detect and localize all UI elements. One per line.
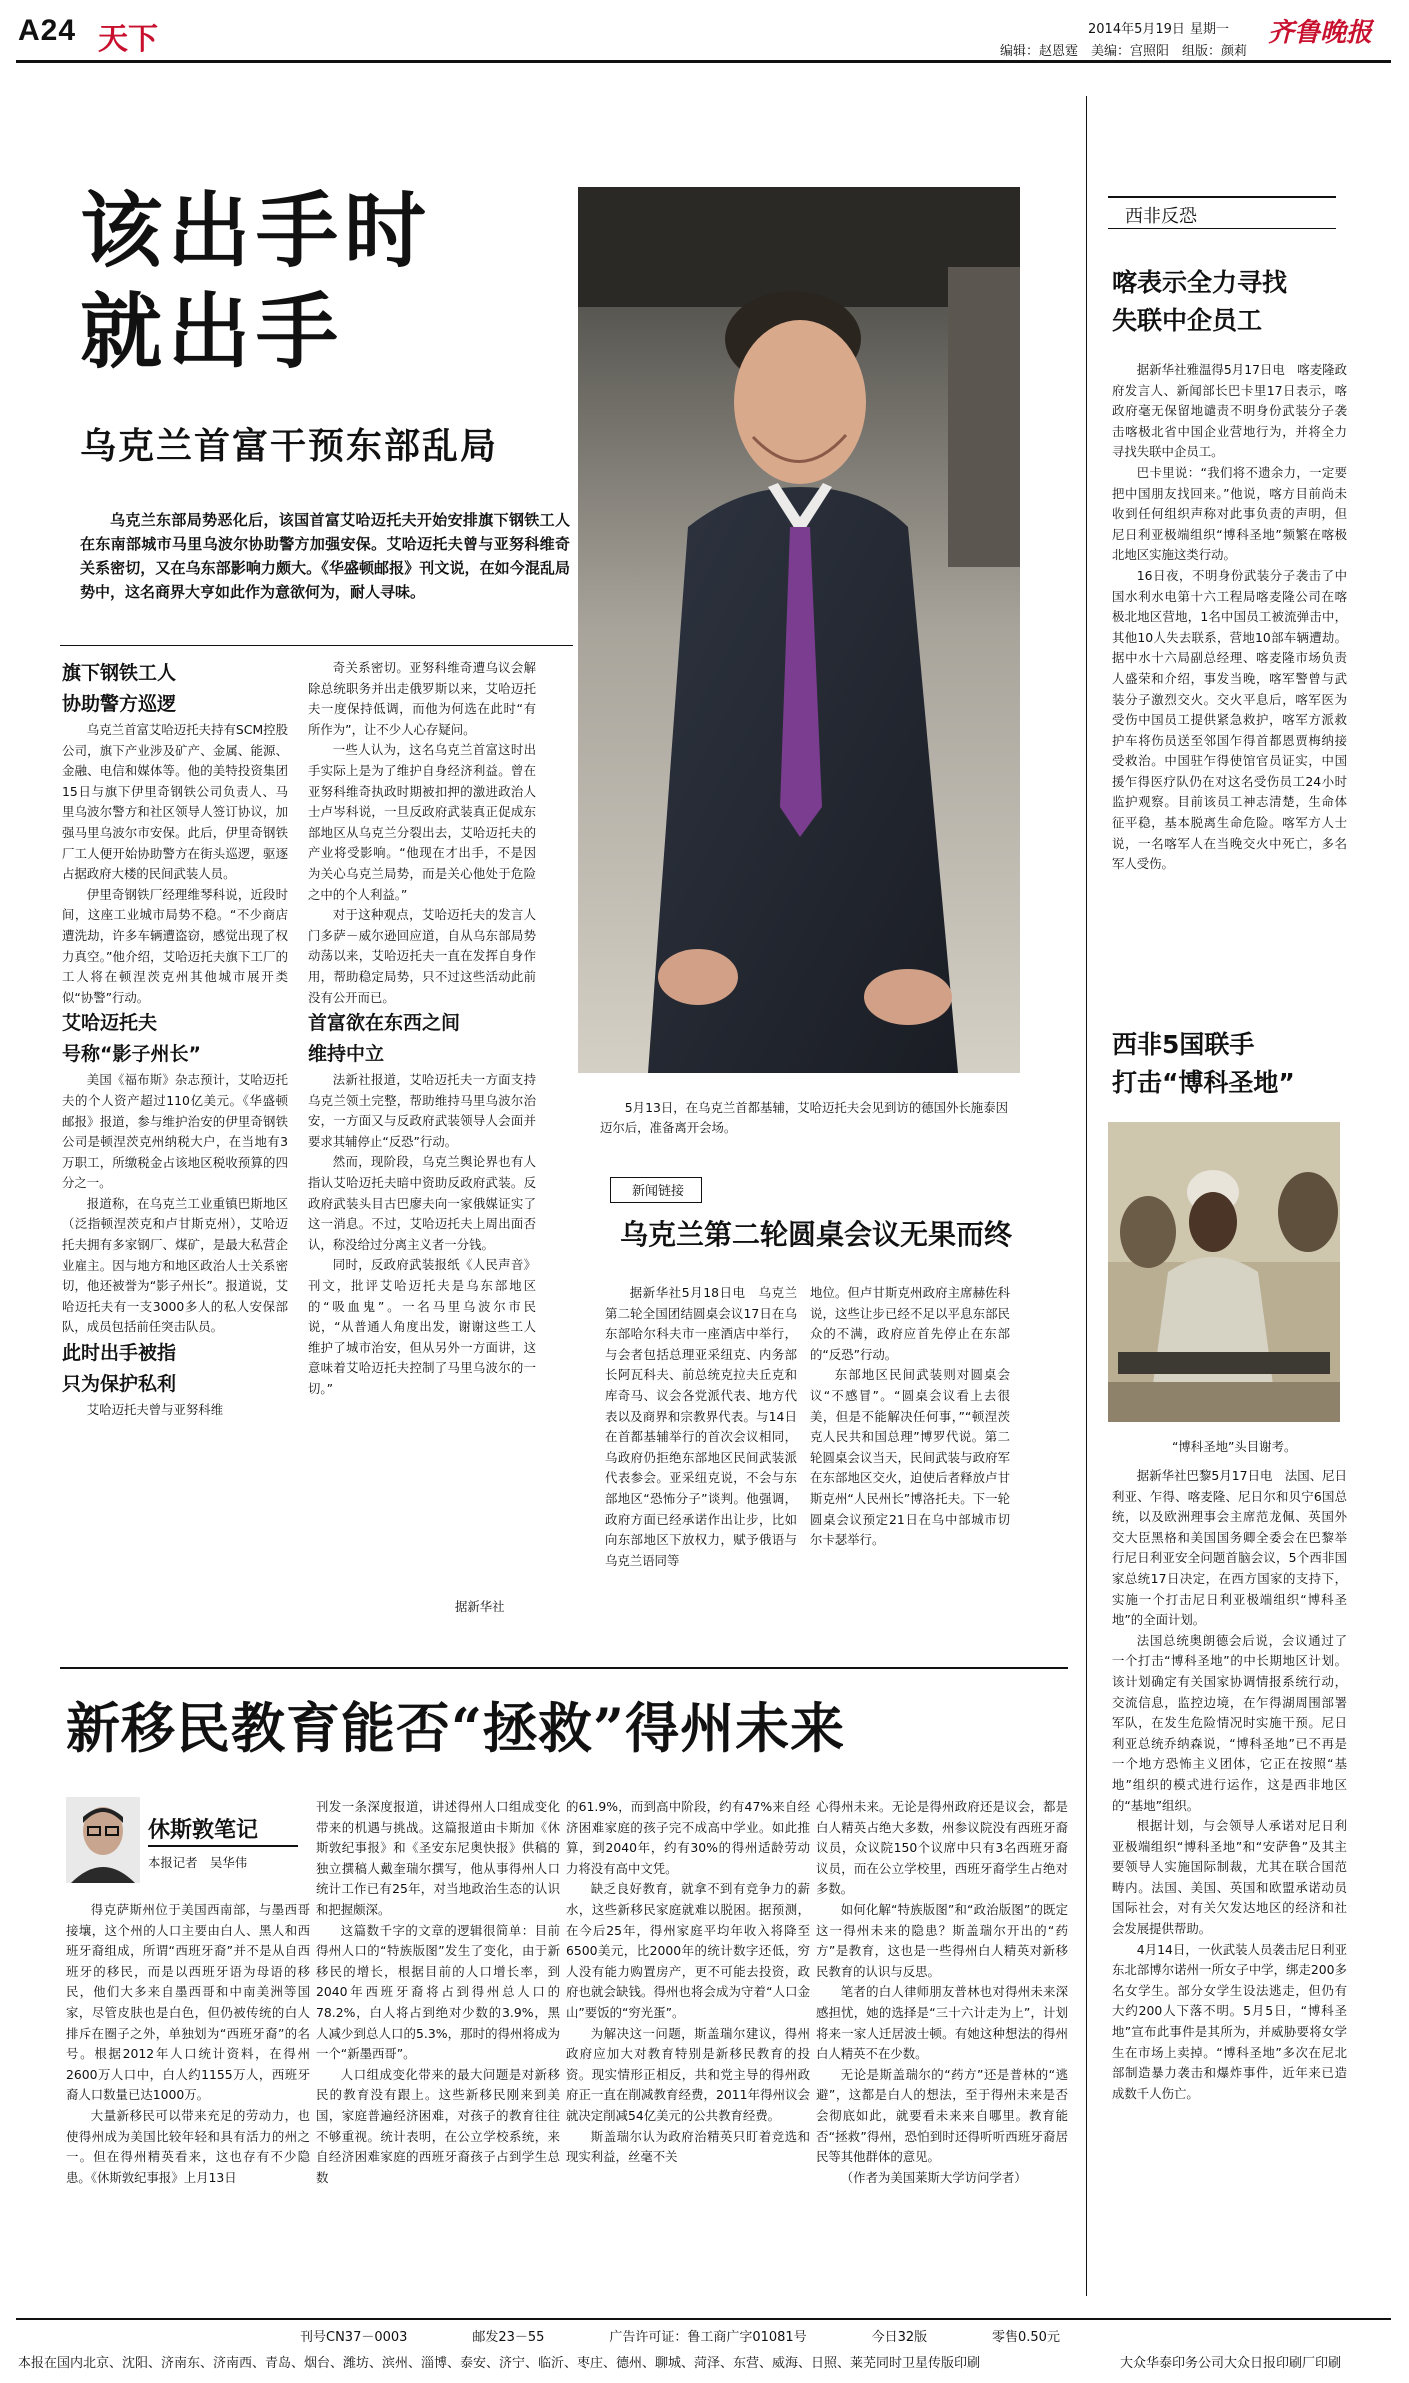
subhead-3: 此时出手被指 只为保护私利 <box>62 1342 177 1396</box>
subhead-4: 首富欲在东西之间 维持中立 <box>308 1012 461 1066</box>
sidebar-headline-1: 喀表示全力寻找 失联中企员工 <box>1112 268 1288 335</box>
story-headline-line2: 就出手 <box>80 284 345 380</box>
subhead-2: 艾哈迈托夫 号称“影子州长” <box>62 1012 201 1066</box>
news-link-column-2: 地位。但卢甘斯克州政府主席赫佐科说，这些让步已经不足以平息东部民众的不满，政府应首先停止在东部的“反恐”行动。 东部地区民间武装则对圆桌会议“不感冒”。“圆桌会议看上去很美，但是不能解决任何事，”“顿涅茨克人民共和国总理”博罗代说。第二轮圆桌会议当天，民间武装与政府军在东部地区交火，迫使后者释放卢甘斯克州“人民州长”博洛托夫。下一轮圆桌会议预定21日在乌中部城市切尔卡瑟举行。 <box>810 1285 1010 1548</box>
footer-pages: 今日32版 <box>871 2330 928 2345</box>
newspaper-logo: 齐鲁晚报 <box>1268 18 1373 48</box>
main-photo-caption: 5月13日，在乌克兰首都基辅，艾哈迈托夫会见到访的德国外长施泰因迈尔后，准备离开会场。 <box>600 1100 1008 1135</box>
story2-column-3: 的61.9%，而到高中阶段，约有47%来自经济困难家庭的孩子完不成高中学业。如此推算，到2040年，约有30%的得州适龄劳动力将没有高中文凭。 缺乏良好教育，就拿不到有竞争力的薪水，这些新移民家庭就难以脱困。据预测，在今后25年，得州家庭平均年收入将降至6500美元，比2000年的统计数字还低，穷人没有能力购置房产，更不可能去投资，政府也就会缺钱。得州也将会成为守着“人口金山”要饭的“穷光蛋”。 为解决这一问题，斯盖瑞尔建议，得州政府应加大对教育特别是新移民教育的投资。现实情形正相反，共和党主导的得州政府正一直在削减教育经费，2011年得州议会就决定削减54亿美元的公共教育经费。 斯盖瑞尔认为政府治精英只盯着竞选和现实利益，丝毫不关 <box>566 1799 810 2165</box>
subhead-1: 旗下钢铁工人 协助警方巡逻 <box>62 662 177 715</box>
story-column-2: 奇关系密切。亚努科维奇遭乌议会解除总统职务并出走俄罗斯以来，艾哈迈托夫一度保持低调，而他为何选在此时“有所作为”，让不少人心存疑问。 一些人认为，这名乌克兰首富这时出手实际上是为了维护自身经济利益。曾在亚努科维奇执政时期被扣押的激进政治人士卢岑科说，一旦反政府武装真正促成东部地区从乌克兰分裂出去，艾哈迈托夫的产业将受影响。“他现在才出手，不是因为关心乌克兰局势，而是关心他处于危险之中的个人利益。” 对于这种观点，艾哈迈托夫的发言人门多萨－威尔逊回应道，自从乌东部局势动荡以来，艾哈迈托夫一直在发挥自身作用，帮助稳定局势，只不过这些活动此前没有公开而已。 首富欲在东西之间 维持中立 法新社报道，艾哈迈托夫一方面支持乌克兰领土完整，帮助维持马里乌波尔治安，一方面又与反政府武装领导人会面并要求其辅停止“反恐”行动。 然而，现阶段，乌克兰舆论界也有人指认艾哈迈托夫暗中资助反政府武装。反政府武装头目古巴廖夫向一家俄媒证实了这一消息。不过，艾哈迈托夫上周出面否认，称没给过分离主义者一分钱。 同时，反政府武装报纸《人民声音》刊文，批评艾哈迈托夫是乌东部地区的“吸血鬼”。一名马里乌波尔市民说，“从普通人角度出发，谢谢这些工人维护了城市治安，但从另外一方面讲，这意味着艾哈迈托夫控制了马里乌波尔的一切。” <box>308 660 536 1396</box>
sidebar-tag-label: 西非反恐 <box>1125 206 1197 227</box>
section-name: 天下 <box>98 22 158 57</box>
story-column-1: 旗下钢铁工人 协助警方巡逻 乌克兰首富艾哈迈托夫持有SCM控股公司，旗下产业涉及矿产、金属、能源、金融、电信和媒体等。他的美特投资集团15日与旗下伊里奇钢铁公司负责人、马里乌波尔警方和社区领导人签订协议，加强马里乌波尔市安保。此后，伊里奇钢铁厂工人便开始协助警方在街头巡逻，驱逐占据政府大楼的民间武装人员。 伊里奇钢铁厂经理维琴科说，近段时间，这座工业城市局势不稳。“不少商店遭洗劫，许多车辆遭盗窃，感觉出现了权力真空。”他介绍，艾哈迈托夫旗下工厂的工人将在顿涅茨克州其他城市展开类似“协警”行动。 艾哈迈托夫 号称“影子州长” 美国《福布斯》杂志预计，艾哈迈托夫的个人资产超过110亿美元。《华盛顿邮报》报道，参与维护治安的伊里奇钢铁公司是顿涅茨克州纳税大户，在当地有3万职工，所缴税金占该地区税收预算的四分之一。 报道称，在乌克兰工业重镇巴斯地区（泛指顿涅茨克和卢甘斯克州），艾哈迈托夫拥有多家钢厂、煤矿，是最大私营企业雇主。因与地方和地区政治人士关系密切，他还被誉为“影子州长”。报道说，艾哈迈托夫有一支3000多人的私人安保部队，成员包括前任突击队员。 此时出手被指 只为保护私利 艾哈迈托夫曾与亚努科维 <box>62 658 288 1618</box>
story2-column-4: 心得州未来。无论是得州政府还是议会，都是白人精英占绝大多数，州参议院没有西班牙裔议员，众议院150个议席中只有3名西班牙裔议员，而在公立学校里，西班牙裔学生占绝对多数。 如何化解“特族版图”和“政治版图”的既定这一得州未来的隐患？斯盖瑞尔开出的“药方”是教育，这也是一些得州白人精英对新移民教育的认识与反思。 笔者的白人律师朋友普林也对得州未来深感担忧，她的选择是“三十六计走为上”，计划将来一家人迁居波士顿。有她这种想法的得州白人精英不在少数。 无论是斯盖瑞尔的“药方”还是普林的“逃避”，这都是白人的想法，至于得州未来是否会彻底如此，就要看未来来自哪里。教育能否“拯救”得州，恐怕到时还得听听西班牙裔居民等其他群体的意见。 （作者为美国莱斯大学访问学者） <box>816 1799 1068 2185</box>
news-link-tag-label: 新闻链接 <box>632 1184 685 1199</box>
sidebar-photo-caption: “博科圣地”头目谢考。 <box>1172 1439 1297 1454</box>
sidebar-headline-2: 西非5国联手 打击“博科圣地” <box>1112 1030 1295 1097</box>
sidebar-divider <box>1086 96 1087 2296</box>
businessman-photo <box>578 187 1020 1073</box>
news-link-column-1: 据新华社5月18日电 乌克兰第二轮全国团结圆桌会议17日在乌东部哈尔科夫市一座酒店中举行，与会者包括总理亚采纽克、内务部长阿瓦科夫、前总统克拉夫丘克和库奇马、议会各党派代表、地方代表以及商界和宗教界代表。与14日在首都基辅举行的首次会议相同，乌政府仍拒绝东部地区民间武装派代表参会。亚采纽克说，不会与东部地区“恐怖分子”谈判。他强调，政府方面已经承诺作出让步，比如向东部地区下放权力，赋予俄语与乌克兰语同等 <box>605 1285 797 1568</box>
story2-column-1: 得克萨斯州位于美国西南部，与墨西哥接壤，这个州的人口主要由白人、黑人和西班牙裔组成，所谓“西班牙裔”并不是从自西班牙的移民，而是以西班牙语为母语的移民，他们大多来自墨西哥和中南美洲等国家，尽管皮肤也是白色，但仍被传统的白人排斥在圈子之外，单独划为“西班牙裔”的名号。根据2012年人口统计资料，在得州2600万人口中，白人约1155万人，西班牙裔人口数量已达1000万。 大量新移民可以带来充足的劳动力，也使得州成为美国比较年轻和具有活力的州之一。但在得州精英看来，这也存有不少隐患。《休斯敦纪事报》上月13日 <box>66 1902 310 2185</box>
lead-divider <box>60 645 573 646</box>
story-subheadline: 乌克兰首富干预东部乱局 <box>80 426 499 467</box>
issue-weekday: 星期一 <box>1190 22 1230 37</box>
column-name: 休斯敦笔记 <box>148 1818 259 1843</box>
footer-price: 零售0.50元 <box>992 2330 1060 2345</box>
footer-rule <box>16 2318 1391 2320</box>
page-number: A24 <box>18 14 77 47</box>
militant-leader-photo <box>1108 1122 1340 1422</box>
column-badge <box>66 1797 310 1885</box>
main-photo <box>578 187 1020 1073</box>
story-headline-line1: 该出手时 <box>80 183 433 279</box>
footer-issn: 刊号CN37－0003 <box>300 2330 408 2345</box>
column-name-underline <box>148 1845 298 1847</box>
story2-headline: 新移民教育能否“拯救”得州未来 <box>66 1696 846 1760</box>
news-link-headline: 乌克兰第二轮圆桌会议无果而终 <box>620 1218 1013 1251</box>
sidebar-photo <box>1108 1122 1340 1422</box>
footer-print-sites: 本报在国内北京、沈阳、济南东、济南西、青岛、烟台、潍坊、滨州、淄博、泰安、济宁、临沂、枣庄、德州、聊城、菏泽、东营、威海、日照、莱芜同时卫星传版印刷 <box>18 2356 981 2371</box>
issue-date: 2014年5月19日 <box>1088 22 1185 37</box>
sidebar-story-1: 据新华社雅温得5月17日电 喀麦隆政府发言人、新闻部长巴卡里17日表示，喀政府毫无保留地谴责不明身份武装分子袭击喀极北省中国企业营地行为，并将全力寻找失联中企员工。 巴卡里说：“我们将不遗余力，一定要把中国朋友找回来。”他说，喀方目前尚未收到任何组织声称对此事负责的声明，但尼日利亚极端组织“博科圣地”频繁在喀极北地区实施这类行动。 16日夜，不明身份武装分子袭击了中国水利水电第十六工程局喀麦隆公司在喀极北地区营地，1名中国员工被流弹击中，其他10人失去联系，营地10部车辆遭劫。据中水十六局副总经理、喀麦隆市场负责人盛荣和介绍，事发当晚，喀军警曾与武装分子激烈交火。交火平息后，喀军医为受伤中国员工提供紧急救护，喀军方派救护车将伤员送至邻国乍得首都恩贾梅纳接受救治。中国驻乍得使馆官员证实，中国援乍得医疗队仍在对这名受伤员工24小时监护观察。目前该员工神志清楚，生命体征平稳，基本脱离生命危险。喀军方人士说，一名喀军人在当晚交火中死亡，多名军人受伤。 <box>1112 362 1347 872</box>
editor-credits: 编辑：赵恩霆 美编：宫照阳 组版：颜莉 <box>1000 44 1248 59</box>
footer-postal: 邮发23－55 <box>472 2330 545 2345</box>
story2-top-rule <box>60 1667 1068 1669</box>
story-lead: 乌克兰东部局势恶化后，该国首富艾哈迈托夫开始安排旗下钢铁工人在东南部城市马里乌波尔协助警方加强安保。艾哈迈托夫曾与亚努科维奇关系密切，又在乌东部影响力颇大。《华盛顿邮报》刊文说，在如今混乱局势中，这名商界大亨如此作为意欲何为，耐人寻味。 <box>80 511 570 601</box>
header-rule <box>16 60 1391 63</box>
reporter-credit: 本报记者 吴华伟 <box>148 1855 248 1870</box>
reporter-avatar <box>66 1797 140 1883</box>
sidebar-story-2: 据新华社巴黎5月17日电 法国、尼日利亚、乍得、喀麦隆、尼日尔和贝宁6国总统，以及欧洲理事会主席范龙佩、英国外交大臣黑格和美国国务卿全委会在巴黎举行尼日利亚安全问题首脑会议，5个西非国家总统17日决定，在西方国家的支持下，实施一个打击尼日利亚极端组织“博科圣地”的全面计划。 法国总统奥朗德会后说，会议通过了一个打击“博科圣地”的中长期地区计划。该计划确定有关国家协调情报系统行动，交流信息，监控边境，在乍得湖周围部署军队，在发生危险情况时实施干预。尼日利亚总统乔纳森说，“博科圣地”已不再是一个地方恐怖主义团体，它正在按照“基地”组织的模式进行运作，这是西非地区的“基地”组织。 根据计划，与会领导人承诺对尼日利亚极端组织“博科圣地”和“安萨鲁”及其主要领导人实施国际制裁，尤其在联合国范畴内。法国、美国、英国和欧盟承诺动员国际社会，对有关欠发达地区的经济和社会发展提供帮助。 4月14日，一伙武装人员袭击尼日利亚东北部博尔诺州一所女子中学，绑走200多名女学生。部分女学生设法逃走，但仍有大约200人下落不明。5月5日，“博科圣地”宣布此事件是其所为，并威胁要将女学生在市场上卖掉。“博科圣地”多次在尼北部制造暴力袭击和爆炸事件，近年来已造成数千人伤亡。 <box>1112 1468 1347 2101</box>
footer-info-row <box>300 2326 1060 2345</box>
story2-column-2: 刊发一条深度报道，讲述得州人口组成变化带来的机遇与挑战。这篇报道由卡斯加《休斯敦纪事报》和《圣安东尼奥快报》供稿的独立撰稿人戴奎瑞尔撰写，他从事得州人口统计工作已有25年，对当地政治生态的认识和把握颇深。 这篇数千字的文章的逻辑很简单：目前得州人口的“特族版图”发生了变化，由于新移民的增长，根据目前的人口增长率，到2040年西班牙裔将占到得州总人口的78.2%，白人将占到绝对少数的3.9%，黑人减少到总人口的5.3%，那时的得州将成为一个“新墨西哥”。 人口组成变化带来的最大问题是对新移民的教育没有跟上。这些新移民刚来到美国，家庭普遍经济困难，对孩子的教育往往不够重视。统计表明，在公立学校系统，来自经济困难家庭的西班牙裔孩子占到学生总数 <box>316 1799 560 2185</box>
footer-license: 广告许可证：鲁工商广字01081号 <box>609 2330 807 2345</box>
story-byline: 据新华社 <box>455 1599 505 1614</box>
footer-printer: 大众华泰印务公司大众日报印刷厂印刷 <box>1120 2356 1342 2371</box>
